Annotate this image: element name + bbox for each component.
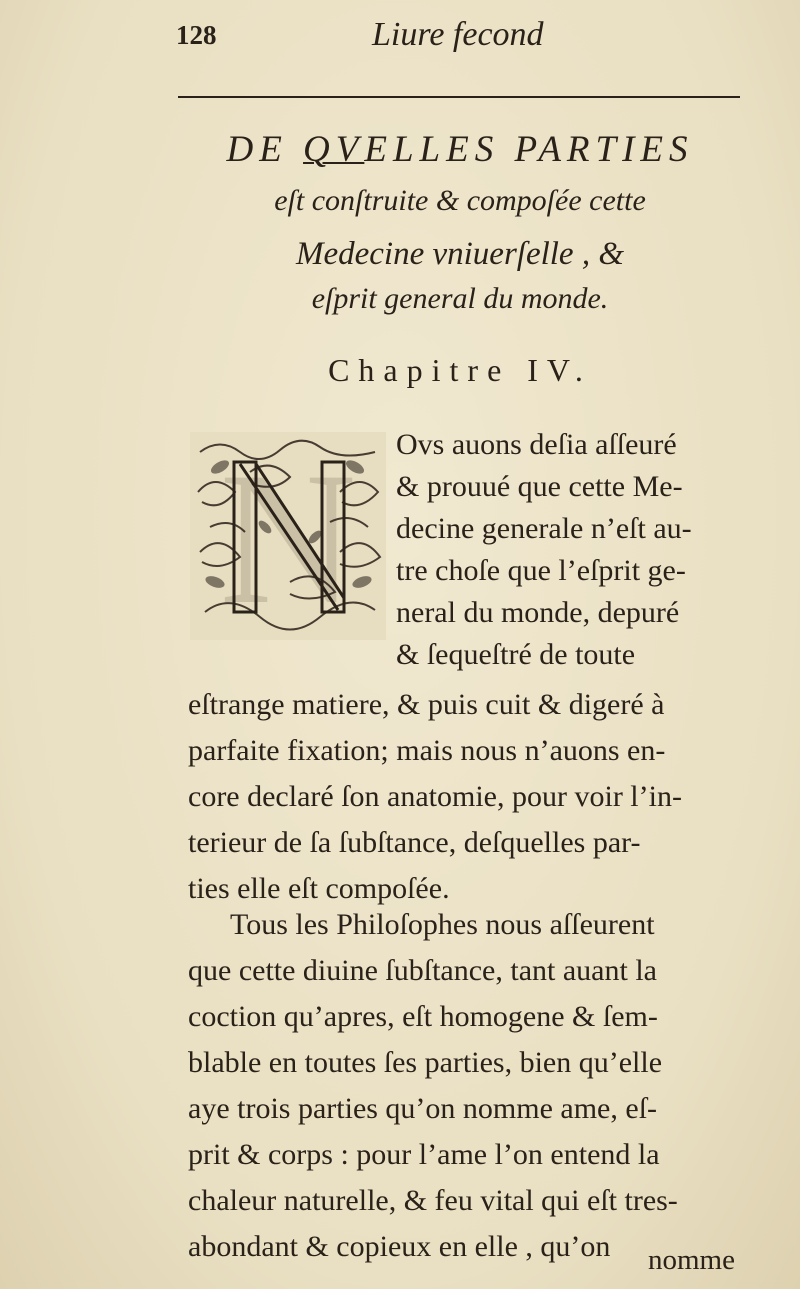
page-number: 128 [176,20,217,50]
running-head [176,14,776,54]
text-line: que cette diuine ſubſtance, tant auant la [188,954,657,987]
text-line: aye trois parties qu’on nomme ame, eſ- [188,1092,658,1125]
text-line: blable en toutes ſes parties, bien qu’elle [188,1046,663,1079]
chapter-heading-line-2: eſt conſtruite & compoſée cette [274,184,646,217]
decorated-initial [190,432,386,640]
decorated-initial-letter: N [219,434,357,640]
text-line: ties elle eſt compoſée. [188,872,450,905]
chapter-number: Chapitre IV. [328,352,592,388]
header-rule [178,96,740,98]
text-line: coction qu’apres, eſt homogene & ſem- [188,1000,658,1033]
text-line: parfaite fixation; mais nous n’auons en- [188,734,666,767]
text-line: terieur de ſa ſubſtance, deſquelles par- [188,826,641,859]
text-line: decine generale n’eſt au- [396,512,692,545]
text-line: prit & corps : pour l’ame l’on entend la [188,1138,660,1171]
text-line: & prouué que cette Me- [396,470,683,503]
chapter-heading-line-1: DE QVELLES PARTIES [226,129,694,170]
chapter-heading-line-4: eſprit general du monde. [311,282,609,315]
text-line: eſtrange matiere, & puis cuit & digeré à [188,688,665,721]
running-title: Liure fecond [372,16,544,53]
text-line: neral du monde, depuré [396,596,680,629]
text-line: core declaré ſon anatomie, pour voir l’in- [188,780,682,813]
text-line: Ovs auons deſia aſſeuré [396,428,677,461]
catchword: nomme [648,1244,735,1276]
text-line: abondant & copieux en elle , qu’on [188,1230,611,1263]
decorated-initial-icon [190,432,386,640]
text-line: tre choſe que l’eſprit ge- [396,554,686,587]
text-line: & ſequeſtré de toute [396,638,636,671]
chapter-heading-line-3: Medecine vniuerſelle , & [295,236,625,272]
text-line: Tous les Philoſophes nous aſſeurent [230,908,655,941]
text-line: chaleur naturelle, & feu vital qui eſt tres- [188,1184,678,1217]
